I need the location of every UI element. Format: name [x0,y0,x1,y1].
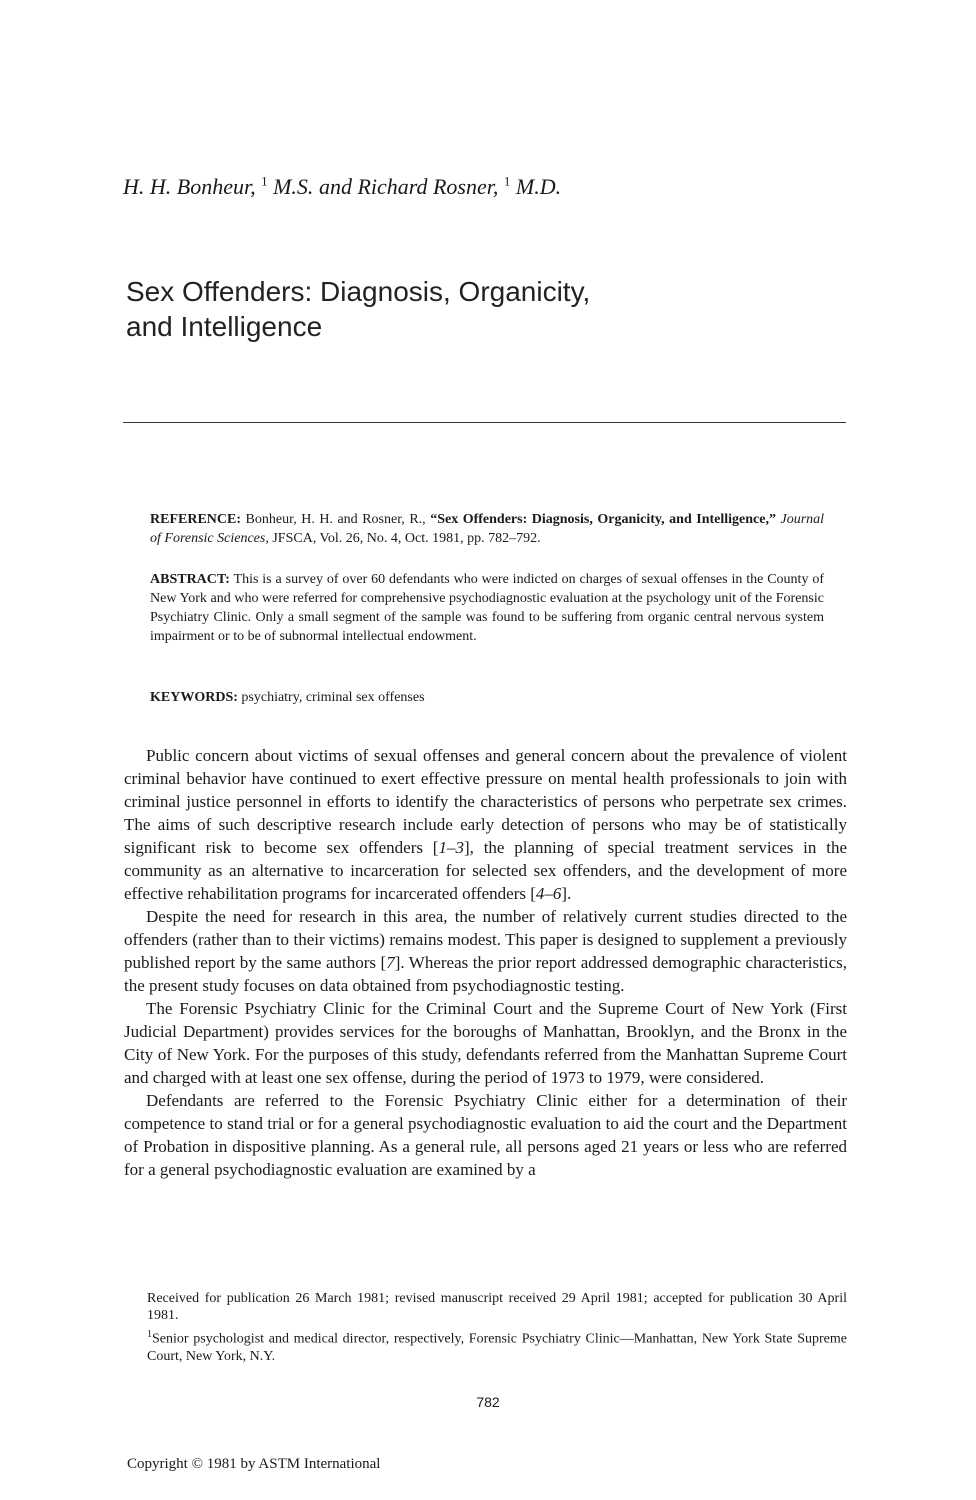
paper-title [126,274,826,344]
body-paragraph-1-text: Public concern about victims of sexual offenses and general concern about the prevalence of violent criminal behavior have continued to exert effective pressure on mental health professionals to join with criminal justice personnel in efforts to identify the characteristics of persons who perpetrate sex crimes. The aims of such descriptive research include early detection of persons who may be of statistically significant risk to become sex offenders [ [124,746,847,857]
footnote-received: Received for publication 26 March 1981; revised manuscript received 29 April 1981; accepted for publication 30 April 1981. [147,1291,847,1323]
abstract-block [150,570,824,646]
author-1-degree: M.S. [273,174,314,199]
body-paragraph-1-end: ]. [561,884,572,903]
body-paragraph-1-text-cont: ], the planning of special treatment services in the community as an alternative to incarceration for selected sex offenders, and the development of more effective rehabilitation programs for incarcerated offenders [ [124,838,847,903]
author-2-name: Richard Rosner, [357,174,499,199]
title-line-2: and Intelligence [126,311,323,342]
body-paragraph-2-text: Despite the need for research in this area, the number of relatively current studies directed to the offenders (rather than to their victims) remains modest. This paper is designed to supplement a previously published report by the same authors [ [124,907,847,972]
author-line [123,174,561,200]
page-number: 782 [476,1394,500,1410]
abstract-label: ABSTRACT: [150,572,230,587]
author-1-footnote-mark: 1 [261,173,268,189]
footnotes [147,1290,847,1365]
keywords-text: psychiatry, criminal sex offenses [241,690,425,705]
body-text [124,744,847,1181]
author-2-degree: M.D. [515,174,562,199]
keywords-label: KEYWORDS: [150,690,238,705]
title-line-1: Sex Offenders: Diagnosis, Organicity, [126,276,591,307]
citation-7: 7 [386,953,395,972]
footnote-affiliation-text: Senior psychologist and medical director, respectively, Forensic Psychiatry Clinic—Manhattan, New York State Supreme Court, New York, N.Y. [147,1331,847,1364]
reference-label: REFERENCE: [150,512,242,527]
body-paragraph-4: Defendants are referred to the Forensic Psychiatry Clinic either for a determination of their competence to stand trial or for a general psychodiagnostic evaluation to aid the court and the Department of Probation in dispositive planning. As a general rule, all persons aged 21 years or less who are referred for a general psychodiagnostic evaluation are examined by a [124,1091,847,1179]
reference-article-title: “Sex Offenders: Diagnosis, Organicity, and Intelligence,” [430,512,776,527]
footnote-affiliation [147,1326,847,1365]
reference-journal: Journal of Forensic Sciences, [150,512,825,546]
reference-details: JFSCA, Vol. 26, No. 4, Oct. 1981, pp. 782–792. [272,531,541,546]
body-paragraph-3: The Forensic Psychiatry Clinic for the Criminal Court and the Supreme Court of New York (First Judicial Department) provides services for the boroughs of Manhattan, Brooklyn, and the Bronx in the City of New York. For the purposes of this study, defendants referred from the Manhattan Supreme Court and charged with at least one sex offense, during the period of 1973 to 1979, were considered. [124,999,847,1087]
body-paragraph-2 [124,905,847,997]
body-paragraph-1 [124,744,847,905]
keywords-block [150,688,824,707]
footnote-mark: 1 [147,1329,152,1340]
title-divider [123,422,846,423]
citation-1-3: 1–3 [438,838,464,857]
body-paragraph-2-text-cont: ]. Whereas the prior report addressed demographic characteristics, the present study focuses on data obtained from psychodiagnostic testing. [124,953,847,995]
author-2-footnote-mark: 1 [503,173,511,189]
citation-4-6: 4–6 [535,884,562,903]
author-conjunction: and [318,174,352,199]
copyright-notice: Copyright © 1981 by ASTM International [127,1456,381,1472]
reference-block [150,510,824,548]
author-1-name: H. H. Bonheur, [123,174,256,199]
reference-authors: Bonheur, H. H. and Rosner, R., [245,512,426,527]
abstract-text: This is a survey of over 60 defendants who were indicted on charges of sexual offenses in the County of New York and who were referred for comprehensive psychodiagnostic evaluation at the psychology unit of the Forensic Psychiatry Clinic. Only a small segment of the sample was found to be suffering from organic central nervous system impairment or to be of subnormal intellectual endowment. [150,572,824,644]
